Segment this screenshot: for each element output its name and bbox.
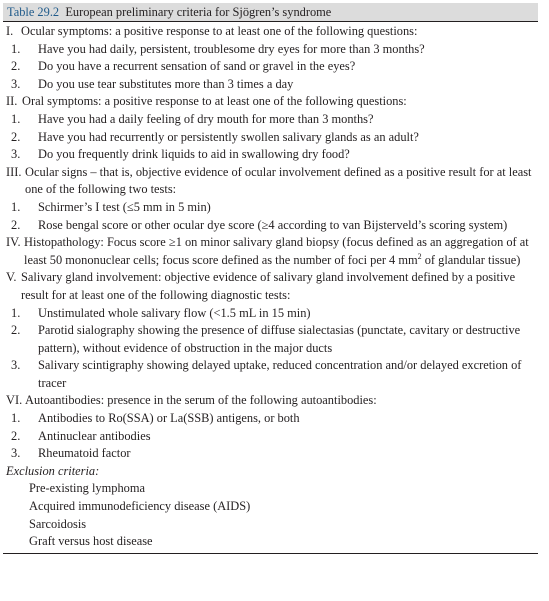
table-label: Table 29.2 bbox=[7, 5, 60, 19]
section-ocular-signs bbox=[3, 164, 538, 199]
section-oral-symptoms bbox=[3, 93, 538, 111]
section-salivary-gland bbox=[3, 269, 538, 304]
item-text: Have you had daily, persistent, troublesome dry eyes for more than 3 months? bbox=[38, 41, 425, 56]
list-item bbox=[11, 41, 538, 59]
item-text: Unstimulated whole salivary flow (<1.5 mL in 15 min) bbox=[38, 305, 311, 320]
list-item bbox=[11, 199, 538, 217]
section-ocular-symptoms bbox=[3, 23, 538, 41]
item-text: Parotid sialography showing the presence of diffuse sialectasias (punctate, cavitary or destructive pattern), without evidence of obstruction in the major ducts bbox=[38, 323, 521, 355]
item-text: Antibodies to Ro(SSA) or La(SSB) antigens, or both bbox=[38, 411, 300, 426]
item-number: 1. bbox=[11, 41, 21, 56]
section-number: II. bbox=[6, 94, 18, 109]
list-item bbox=[11, 445, 538, 463]
superscript: 2 bbox=[417, 251, 422, 261]
section-number: III. bbox=[6, 164, 22, 179]
list-item bbox=[11, 217, 538, 235]
list-item bbox=[11, 58, 538, 76]
item-text: Schirmer’s I test (≤5 mm in 5 min) bbox=[38, 199, 211, 214]
item-text: Do you have a recurrent sensation of sand or gravel in the eyes? bbox=[38, 59, 356, 74]
item-number: 3. bbox=[11, 147, 21, 162]
item-number: 2. bbox=[11, 323, 21, 338]
exclusion-item: Acquired immunodeficiency disease (AIDS) bbox=[29, 499, 251, 514]
criteria-table bbox=[3, 3, 538, 554]
item-number: 3. bbox=[11, 76, 21, 91]
list-item bbox=[11, 322, 538, 357]
section-heading: Autoantibodies: presence in the serum of the following autoantibodies: bbox=[25, 393, 377, 408]
section-histopathology bbox=[3, 234, 538, 269]
list-item bbox=[11, 305, 538, 323]
list-item bbox=[11, 129, 538, 147]
list-item bbox=[11, 111, 538, 129]
heading-text: Histopathology: Focus score ≥1 on minor salivary gland biopsy (focus defined as an aggregation of at least 50 mononuclear cells; focus score defined as the number of foci per 4 mm bbox=[24, 235, 529, 267]
list-item bbox=[11, 357, 538, 392]
table-title: European preliminary criteria for Sjögren’s syndrome bbox=[65, 5, 332, 19]
exclusion-item: Graft versus host disease bbox=[29, 534, 153, 549]
item-text: Do you frequently drink liquids to aid in swallowing dry food? bbox=[38, 147, 350, 162]
list-item bbox=[11, 76, 538, 94]
item-number: 1. bbox=[11, 305, 21, 320]
section-number: IV. bbox=[6, 235, 21, 250]
section-number: V. bbox=[6, 270, 17, 285]
exclusion-item: Pre-existing lymphoma bbox=[29, 481, 145, 496]
table-caption bbox=[3, 3, 538, 22]
item-number: 3. bbox=[11, 358, 21, 373]
item-text: Have you had a daily feeling of dry mouth for more than 3 months? bbox=[38, 111, 374, 126]
item-text: Do you use tear substitutes more than 3 times a day bbox=[38, 76, 294, 91]
exclusion-title: Exclusion criteria: bbox=[6, 463, 100, 478]
item-text: Rheumatoid factor bbox=[38, 446, 131, 461]
section-heading: Ocular symptoms: a positive response to at least one of the following questions: bbox=[21, 24, 418, 38]
item-number: 1. bbox=[11, 411, 21, 426]
item-text: Rose bengal score or other ocular dye score (≥4 according to van Bijsterveld’s scoring system) bbox=[38, 217, 508, 232]
item-number: 1. bbox=[11, 199, 21, 214]
item-text: Have you had recurrently or persistently swollen salivary glands as an adult? bbox=[38, 129, 419, 144]
exclusion-item: Sarcoidosis bbox=[29, 516, 87, 531]
section-heading bbox=[24, 234, 538, 269]
section-heading: Salivary gland involvement: objective evidence of salivary gland involvement defined by a positive result for at least one of the following diagnostic tests: bbox=[21, 270, 516, 302]
section-number: I. bbox=[6, 24, 14, 38]
section-heading: Ocular signs – that is, objective evidence of ocular involvement defined as a positive result for at least one of the following two tests: bbox=[25, 164, 532, 197]
item-number: 1. bbox=[11, 111, 21, 126]
item-number: 2. bbox=[11, 129, 21, 144]
section-autoantibodies bbox=[3, 392, 538, 410]
item-number: 2. bbox=[11, 428, 21, 443]
heading-text-end: of glandular tissue) bbox=[421, 252, 521, 267]
section-heading: Oral symptoms: a positive response to at least one of the following questions: bbox=[22, 94, 407, 109]
section-number: VI. bbox=[6, 393, 23, 408]
list-item bbox=[11, 428, 538, 446]
item-number: 2. bbox=[11, 217, 21, 232]
table-body bbox=[3, 22, 538, 554]
item-text: Antinuclear antibodies bbox=[38, 428, 151, 443]
item-number: 3. bbox=[11, 446, 21, 461]
list-item bbox=[11, 410, 538, 428]
item-text: Salivary scintigraphy showing delayed uptake, reduced concentration and/or delayed excretion of tracer bbox=[38, 358, 522, 390]
table-bottom-rule bbox=[3, 553, 538, 554]
list-item bbox=[11, 146, 538, 164]
item-number: 2. bbox=[11, 59, 21, 74]
